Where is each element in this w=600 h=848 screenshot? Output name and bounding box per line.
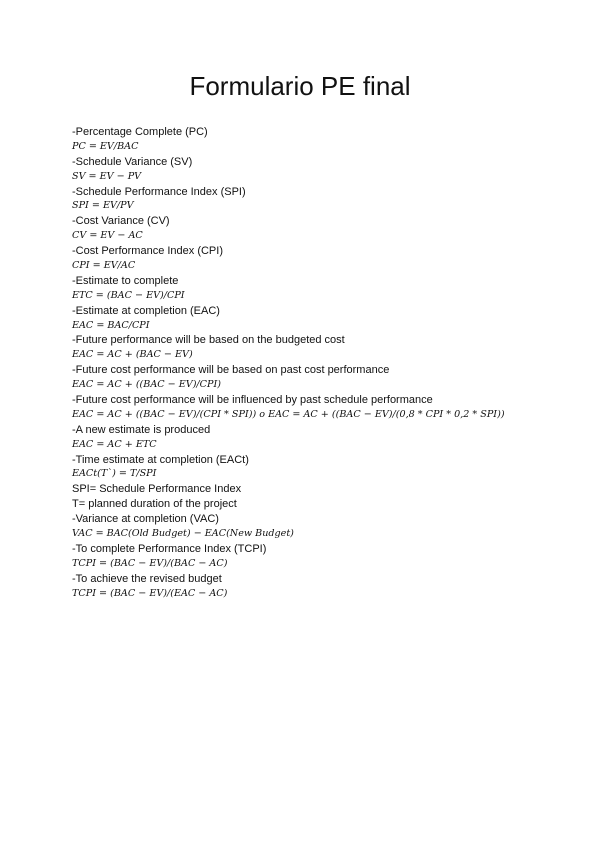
text-line: -Estimate at completion (EAC) <box>72 304 220 317</box>
formula-line: EACt(T`) = T/SPI <box>72 468 157 480</box>
formula-line: SPI = EV/PV <box>72 200 134 212</box>
text-line: -Future cost performance will be influenced by past schedule performance <box>72 394 433 407</box>
document-title: Formulario PE final <box>189 71 411 101</box>
text-line: -To complete Performance Index (TCPI) <box>72 542 267 555</box>
text-line: -Cost Variance (CV) <box>72 215 170 228</box>
formula-line: EAC = AC + ((BAC − EV)/(CPI * SPI)) o EAC = AC + ((BAC − EV)/(0,8 * CPI * 0,2 * SPI)) <box>72 408 505 420</box>
text-line: -Percentage Complete (PC) <box>72 126 208 138</box>
formula-line: EAC = BAC/CPI <box>72 319 150 331</box>
formula-line: SV = EV − PV <box>72 170 142 182</box>
text-line: SPI= Schedule Performance Index <box>72 483 242 496</box>
formula-line: ETC = (BAC − EV)/CPI <box>72 289 185 301</box>
formula-line: PC = EV/BAC <box>72 140 139 152</box>
text-line: -Variance at completion (VAC) <box>72 513 219 526</box>
text-line: -Cost Performance Index (CPI) <box>72 245 223 258</box>
formula-line: CPI = EV/AC <box>72 260 136 272</box>
text-line: -Schedule Performance Index (SPI) <box>72 185 246 198</box>
formula-line: EAC = AC + ETC <box>72 438 157 450</box>
formula-line: EAC = AC + (BAC − EV) <box>72 349 193 361</box>
formula-line: VAC = BAC(Old Budget) − EAC(New Budget) <box>72 528 294 540</box>
text-line: -Future performance will be based on the budgeted cost <box>72 334 345 347</box>
formula-line: TCPI = (BAC − EV)/(EAC − AC) <box>72 587 228 599</box>
text-line: -A new estimate is produced <box>72 423 211 436</box>
formula-line: EAC = AC + ((BAC − EV)/CPI) <box>72 379 221 391</box>
text-line: -Time estimate at completion (EACt) <box>72 453 249 466</box>
text-line: -Future cost performance will be based on past cost performance <box>72 364 390 377</box>
text-line: -Estimate to complete <box>72 274 179 287</box>
text-line: T= planned duration of the project <box>72 498 237 511</box>
text-line: -Schedule Variance (SV) <box>72 155 193 168</box>
formula-line: TCPI = (BAC − EV)/(BAC − AC) <box>72 557 228 569</box>
text-line: -To achieve the revised budget <box>72 572 222 585</box>
formula-list <box>72 125 592 602</box>
formula-line: CV = EV − AC <box>72 230 143 242</box>
